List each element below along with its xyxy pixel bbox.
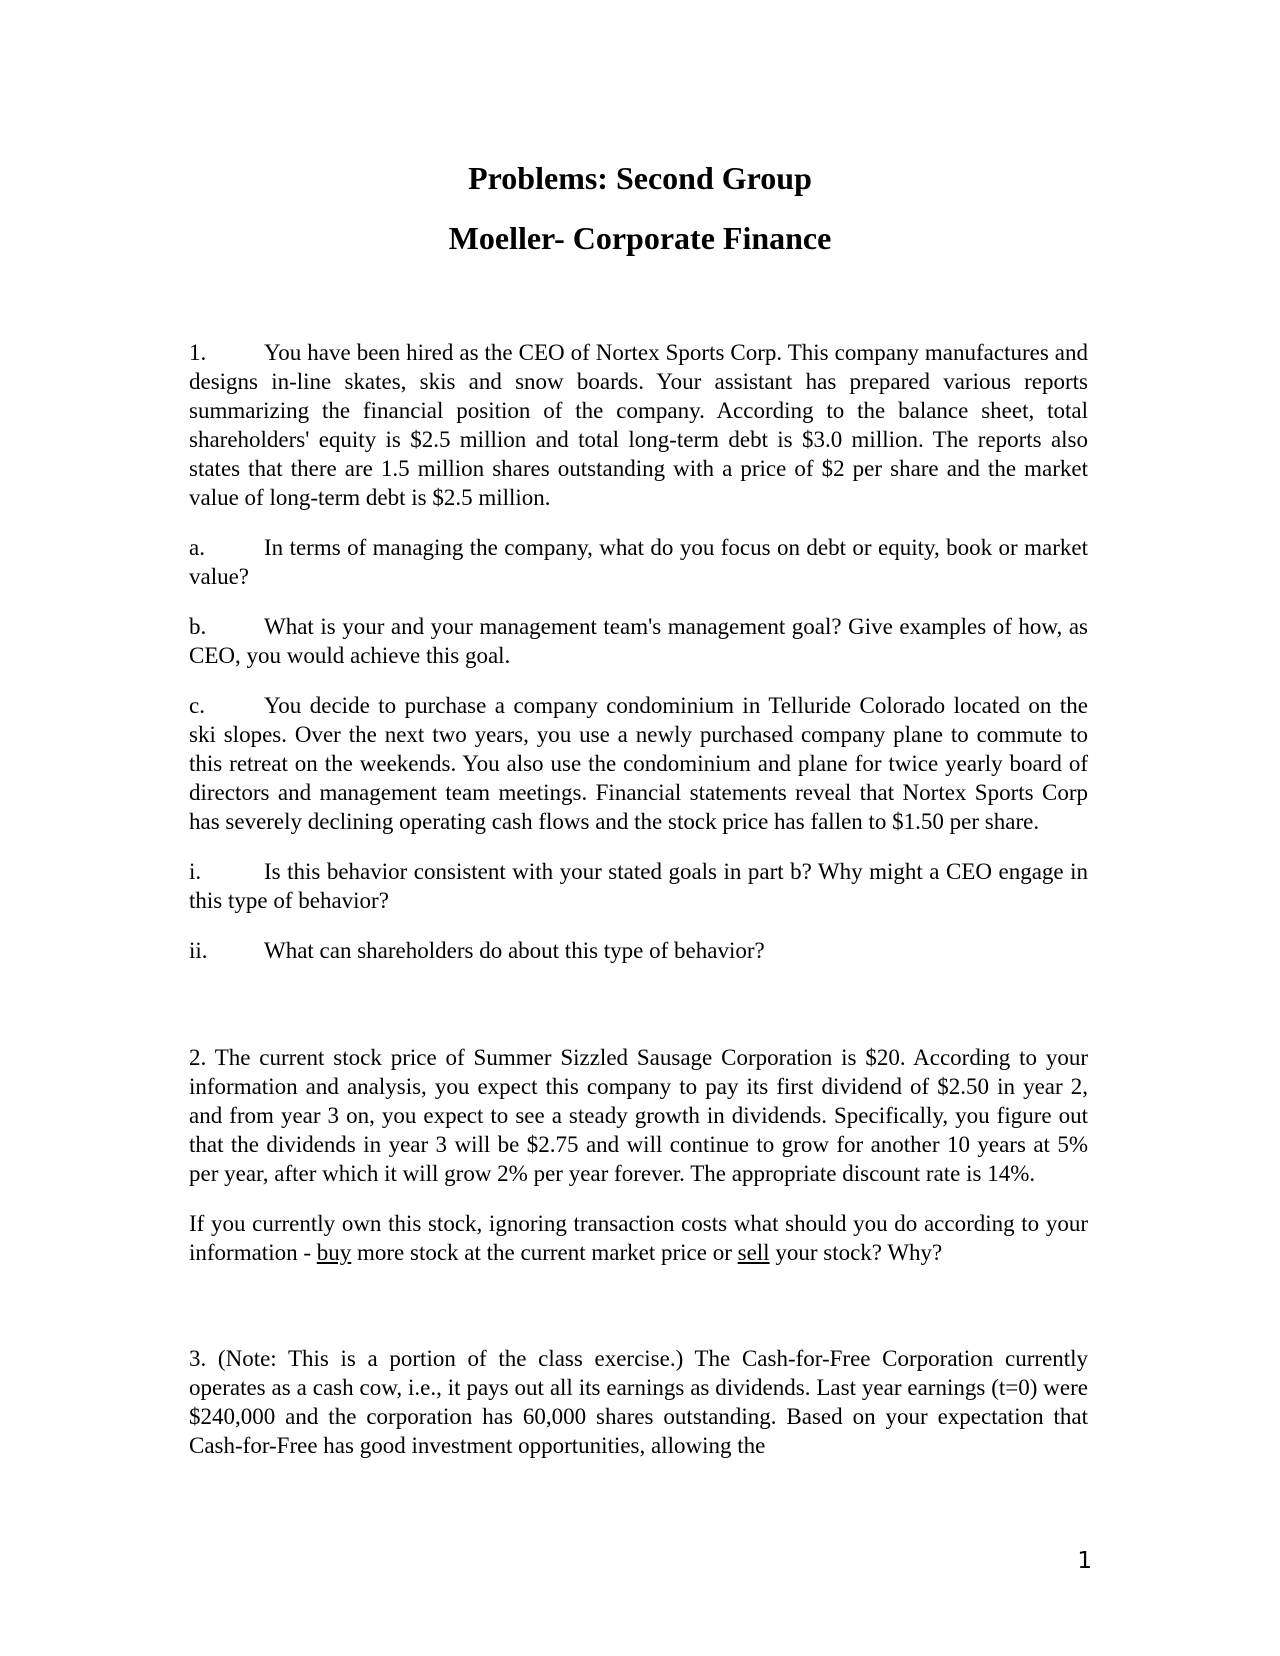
problem-1c-text: You decide to purchase a company condominium in Telluride Colorado located on the ski slopes. Over the next two years, you use a newly purchased company plane to commute to this retreat on the weekends. You also use the condominium and plane for twice yearly board of directors and management team meetings. Financial statements reveal that Nortex Sports Corp has severely declining operating cash flows and the stock price has fallen to $1.50 per share. — [189, 693, 1088, 834]
document-subtitle: Moeller- Corporate Finance — [448, 220, 832, 256]
problem-1cii-label: ii. — [189, 938, 208, 963]
problem-1c-paragraph — [189, 691, 1088, 836]
problem-3-paragraph: 3. (Note: This is a portion of the class exercise.) The Cash-for-Free Corporation currently operates as a cash cow, i.e., it pays out all its earnings as dividends. Last year earnings (t=0) were $240,000 and the corporation has 60,000 shares outstanding. Based on your expectation that Cash-for-Free has good investment opportunities, allowing the — [189, 1346, 1088, 1458]
page-number: 1 — [1077, 1548, 1092, 1574]
sell-emphasis: sell — [737, 1240, 770, 1265]
problem-2-question-part3: your stock? Why? — [769, 1240, 943, 1265]
problem-1cii-paragraph — [189, 936, 1088, 965]
problem-2-question-part1: If you currently own this stock, ignoring transaction costs what should you do according to your information - — [189, 1211, 1088, 1265]
problem-2-question-part2: more stock at the current market price or — [351, 1240, 738, 1265]
problem-1a-label: a. — [189, 535, 205, 560]
problem-1a-paragraph — [189, 533, 1088, 591]
document-body — [189, 338, 1088, 1460]
document-title: Problems: Second Group — [468, 160, 812, 196]
problem-2-paragraph: 2. The current stock price of Summer Sizzled Sausage Corporation is $20. According to your information and analysis, you expect this company to pay its first dividend of $2.50 in year 2, and from year 3 on, you expect to see a steady growth in dividends. Specifically, you figure out that the dividends in year 3 will be $2.75 and will continue to grow for another 10 years at 5% per year, after which it will grow 2% per year forever. The appropriate discount rate is 14%. — [189, 1045, 1088, 1186]
problem-1ci-paragraph — [189, 857, 1088, 915]
problem-2-question — [189, 1209, 1088, 1267]
problem-1-paragraph — [189, 338, 1088, 512]
problem-1a-text: In terms of managing the company, what do you focus on debt or equity, book or market value? — [189, 535, 1088, 589]
problem-1b-label: b. — [189, 614, 207, 639]
problem-1-text: You have been hired as the CEO of Nortex Sports Corp. This company manufactures and designs in-line skates, skis and snow boards. Your assistant has prepared various reports summarizing the financial position of the company. According to the balance sheet, total shareholders' equity is $2.5 million and total long-term debt is $3.0 million. The reports also states that there are 1.5 million shares outstanding with a price of $2 per share and the market value of long-term debt is $2.5 million. — [189, 340, 1088, 510]
problem-1-number: 1. — [189, 340, 207, 365]
problem-1b-paragraph — [189, 612, 1088, 670]
problem-1c-label: c. — [189, 693, 205, 718]
problem-1b-text: What is your and your management team's management goal? Give examples of how, as CEO, you would achieve this goal. — [189, 614, 1088, 668]
problem-1ci-label: i. — [189, 859, 202, 884]
buy-emphasis: buy — [316, 1240, 352, 1265]
problem-1ci-text: Is this behavior consistent with your stated goals in part b? Why might a CEO engage in this type of behavior? — [189, 859, 1088, 913]
problem-1cii-text: What can shareholders do about this type of behavior? — [264, 938, 765, 963]
